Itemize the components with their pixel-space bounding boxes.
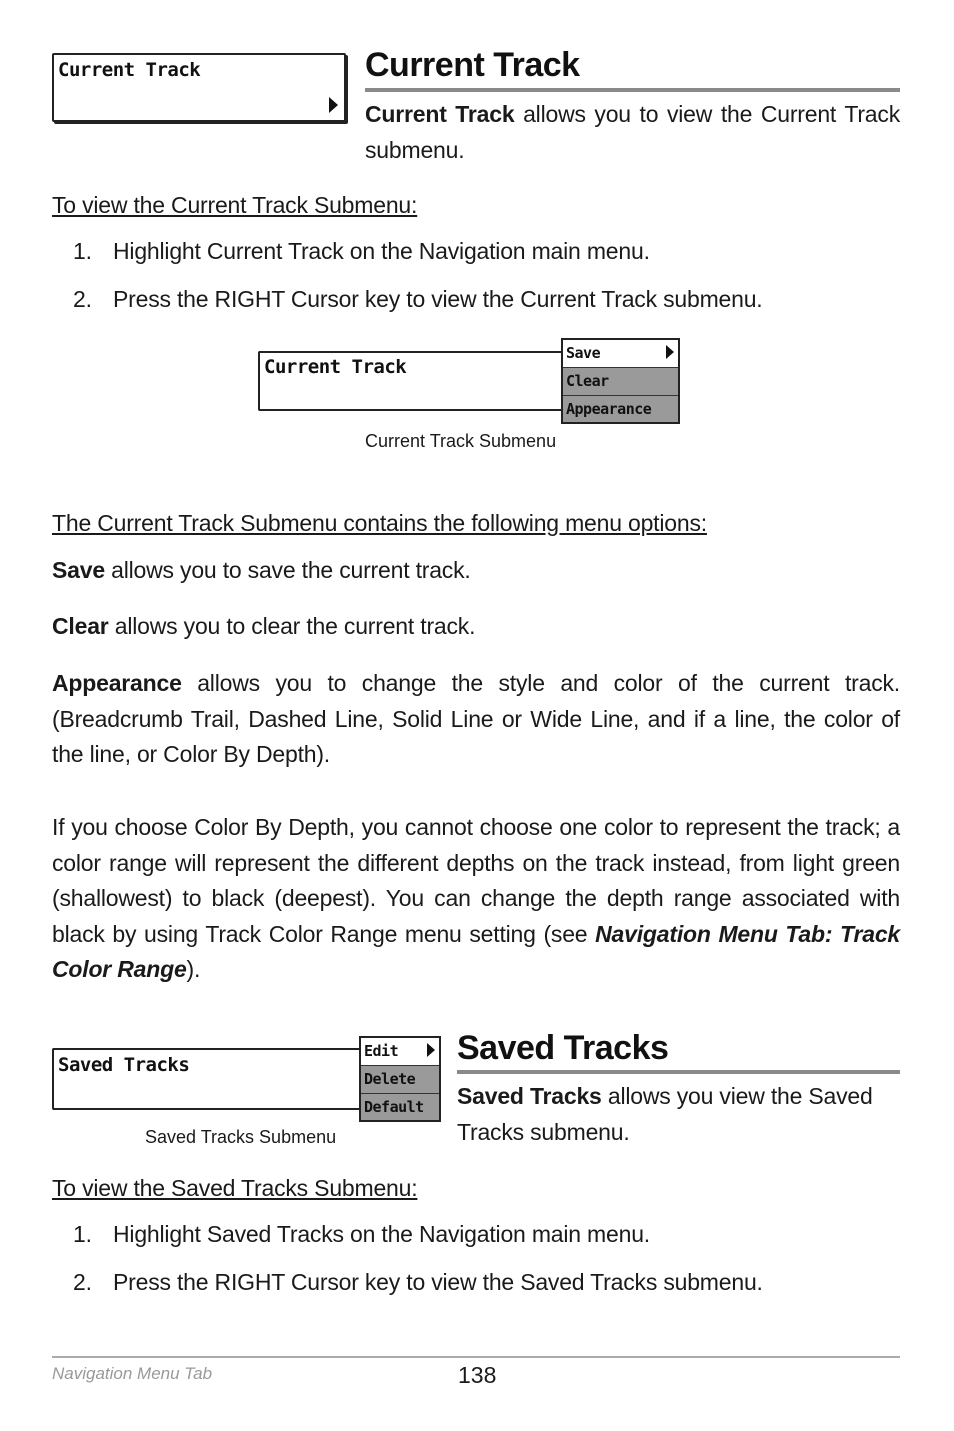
page-number: 138 (458, 1362, 497, 1388)
howto-heading-saved-tracks: To view the Saved Tracks Submenu: (52, 1175, 418, 1201)
option-appearance: Appearance allows you to change the style and color of the current track. (Breadcrumb Trail, Dashed Line, Solid Line or Wide Line, and if a line, the color of the line, or Color By Depth). (52, 670, 900, 767)
intro-bold: Current Track (365, 101, 515, 127)
section-title-saved-tracks: Saved Tracks (457, 1029, 669, 1067)
menu-item-label: Current Track (264, 356, 407, 378)
section-rule (457, 1070, 900, 1074)
figure-caption: Saved Tracks Submenu (145, 1127, 337, 1147)
intro-text: allows you to view the Current Track submenu. (365, 101, 900, 163)
submenu-item-delete[interactable]: Delete (361, 1066, 439, 1094)
current-track-menu-item[interactable] (52, 53, 346, 122)
submenu-item-save[interactable]: Save (563, 340, 678, 368)
cross-reference: Navigation Menu Tab: Track Color Range (52, 920, 901, 982)
submenu-item-default[interactable]: Default (364, 1098, 424, 1116)
right-arrow-icon (329, 97, 338, 113)
option-clear: Clear allows you to clear the current track. (52, 613, 476, 639)
options-heading: The Current Track Submenu contains the following menu options: (52, 510, 707, 536)
current-track-intro (365, 97, 900, 168)
submenu-item-clear[interactable]: Clear (563, 368, 678, 396)
list-item: 2. Press the RIGHT Cursor key to view the Current Track submenu. (73, 286, 763, 312)
submenu-item-appearance[interactable]: Appearance (566, 400, 652, 418)
menu-item-label: Saved Tracks (58, 1054, 190, 1076)
color-by-depth-paragraph: If you choose Color By Depth, you cannot choose one color to represent the track; a color range will represent the different depths on the track instead, from light green (shallowest) to black (deepest). You can change the depth range associated with black by using Track Color Range menu setting (see Navigation Menu Tab: Track Color Range). (52, 814, 901, 982)
figure-caption: Current Track Submenu (365, 431, 557, 451)
right-arrow-icon (427, 1043, 435, 1057)
menu-item-label: Current Track (58, 59, 201, 81)
saved-tracks-intro: Saved Tracks allows you view the Saved Tracks submenu. (457, 1083, 873, 1145)
submenu-item-edit[interactable]: Edit (361, 1038, 439, 1066)
option-save: Save allows you to save the current track. (52, 557, 471, 583)
section-rule (365, 88, 900, 92)
current-track-submenu (561, 338, 680, 424)
list-item: 1. Highlight Current Track on the Navigation main menu. (73, 238, 650, 264)
saved-tracks-submenu (359, 1036, 441, 1122)
right-arrow-icon (666, 345, 674, 359)
howto-heading-current-track: To view the Current Track Submenu: (52, 192, 418, 218)
saved-tracks-menu-box[interactable] (52, 1048, 362, 1110)
footer-rule (52, 1356, 900, 1358)
list-item: 2. Press the RIGHT Cursor key to view the Saved Tracks submenu. (73, 1269, 763, 1295)
footer-section-name: Navigation Menu Tab (52, 1364, 213, 1383)
current-track-menu-box[interactable] (258, 351, 564, 411)
section-title-current-track: Current Track (365, 46, 580, 84)
list-item: 1. Highlight Saved Tracks on the Navigation main menu. (73, 1221, 650, 1247)
